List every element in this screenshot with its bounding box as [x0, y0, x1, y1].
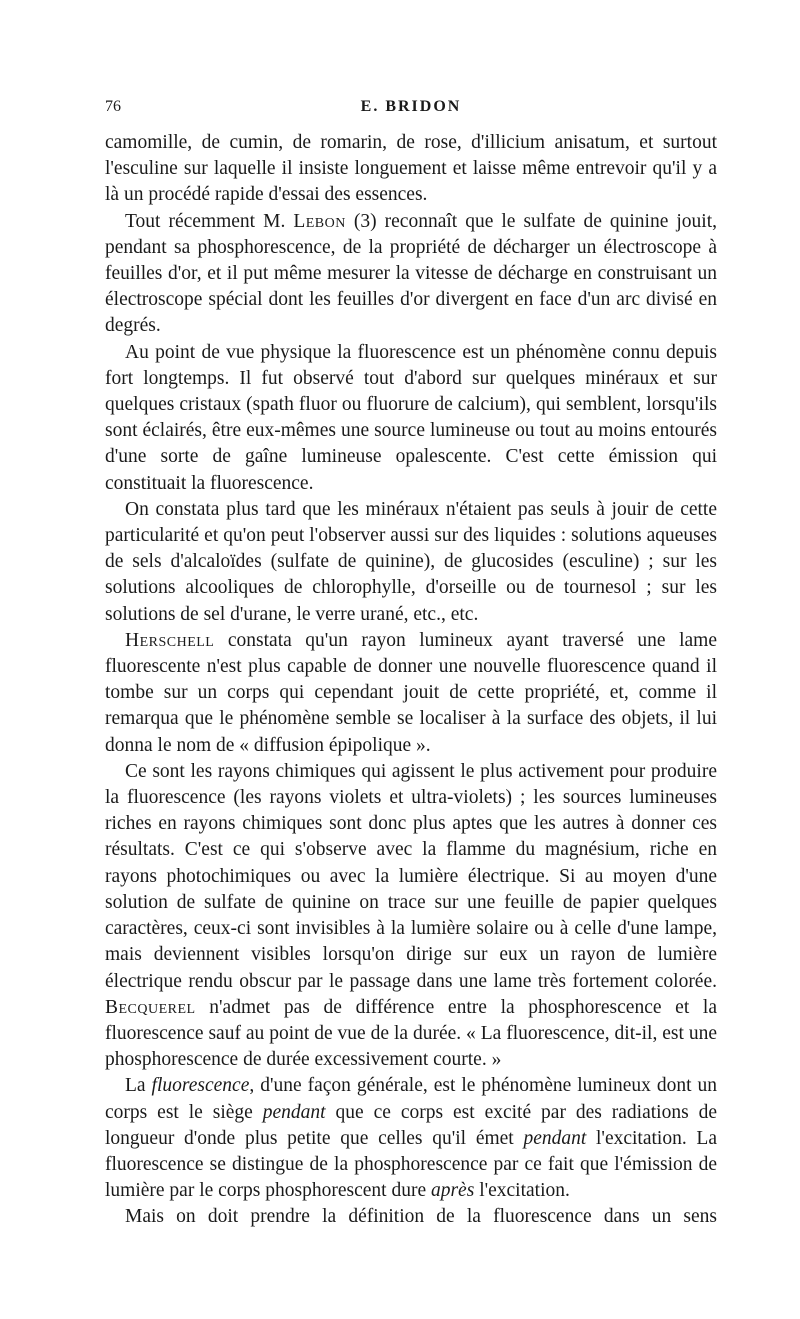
author-name-herschell: Herschell	[125, 629, 215, 651]
paragraph-6-text-a: Ce sont les rayons chimiques qui agissent le plus activement pour produire la fluorescence (les rayons violets et ultra-violets) ; les sources lumineuses riches en rayons chimiques sont donc plus aptes que les autres à donner ces résultats. C'est ce qui s'observe avec la flamme du magnésium, riche en rayons photochimiques ou avec la lumière électrique. Si au moyen d'une solution de sulfate de quinine on trace sur une feuille de papier quelques caractères, ceux-ci sont invisibles à la lumière solaire ou à celle d'une lampe, mais deviennent visibles lorsqu'on dirige sur eux un rayon de lumière électrique rendu obscur par le passage dans une lame très fortement colorée.	[105, 760, 717, 992]
author-name-becquerel: Becquerel	[105, 996, 196, 1018]
paragraph-4: On constata plus tard que les minéraux n'étaient pas seuls à jouir de cette particularité et qu'on peut l'observer aussi sur des liquides : solutions aqueuses de sels d'alcaloïdes (sulfate de quinine), de glucosides (esculine) ; sur les solutions alcooliques de chlorophylle, d'orseille ou de tournesol ; sur les solutions de sel d'urane, le verre urané, etc., etc.	[105, 498, 717, 625]
paragraph-7-text-1: La	[125, 1075, 152, 1097]
paragraph-2	[105, 209, 717, 340]
running-title: E. BRIDON	[360, 98, 462, 115]
italic-term-fluorescence: fluorescence	[151, 1075, 250, 1097]
paragraph-7	[105, 1073, 717, 1204]
paragraph-6	[105, 759, 717, 1073]
paragraph-3: Au point de vue physique la fluorescence est un phénomène connu depuis fort longtemps. Il fut observé tout d'abord sur quelques minéraux et sur quelques cristaux (spath fluor ou fluorure de calcium), qui semblent, lorsqu'ils sont éclairés, être eux-mêmes une source lumineuse ou tout au moins entourés d'une sorte de gaîne lumineuse opalescente. C'est cette émission qui constituait la fluorescence.	[105, 341, 717, 494]
paragraph-2-text-a: Tout récemment M.	[125, 210, 294, 232]
paragraph-1: camomille, de cumin, de romarin, de rose, d'illicium anisatum, et surtout l'esculine sur laquelle il insiste longuement et laisse même entrevoir qu'il y a là un procédé rapide d'essai des essences.	[105, 132, 717, 206]
author-name-lebon: Lebon	[293, 210, 346, 232]
paragraph-6-text-b: n'admet pas de différence entre la phosphorescence et la fluorescence sauf au point de vue de la durée. « La fluorescence, dit-il, est une phosphorescence de durée excessivement courte. »	[105, 996, 717, 1071]
italic-term-apres: après	[430, 1180, 475, 1202]
paragraph-8: Mais on doit prendre la définition de la fluorescence dans un sens	[125, 1206, 717, 1228]
paragraph-7-text-5: l'excitation.	[474, 1180, 570, 1202]
paragraph-5	[105, 628, 717, 759]
paragraph-2-text-b: (3) reconnaît que le sulfate de quinine jouit, pendant sa phosphorescence, de la propriété de décharger un électroscope à feuilles d'or, et il put même mesurer la vitesse de décharge en construisant un électroscope spécial dont les feuilles d'or divergent en face d'un arc divisé en degrés.	[105, 210, 717, 337]
page-number: 76	[105, 98, 121, 115]
paragraph-7-text-3: que ce corps est excité par des radiations de longueur d'onde plus petite que celles qu'il émet	[105, 1101, 718, 1149]
italic-term-pendant-1: pendant	[262, 1101, 326, 1123]
paragraph-7-text-2: , d'une façon générale, est le phénomène lumineux dont un corps est le siège	[105, 1075, 717, 1123]
paragraph-5-text: constata qu'un rayon lumineux ayant traversé une lame fluorescente n'est plus capable de donner une nouvelle fluorescence quand il tombe sur un corps qui cependant jouit de cette propriété, et, comme il remarqua que le phénomène semble se localiser à la surface des objets, il lui donna le nom de « diffusion épipolique ».	[105, 629, 717, 756]
book-page	[105, 96, 717, 1231]
italic-term-pendant-2: pendant	[523, 1127, 587, 1149]
running-head	[105, 96, 717, 122]
body-text	[105, 130, 717, 1231]
paragraph-7-text-4: l'excitation. La fluorescence se distingue de la phosphorescence par ce fait que l'émission de lumière par le corps phosphorescent dure	[105, 1127, 718, 1202]
